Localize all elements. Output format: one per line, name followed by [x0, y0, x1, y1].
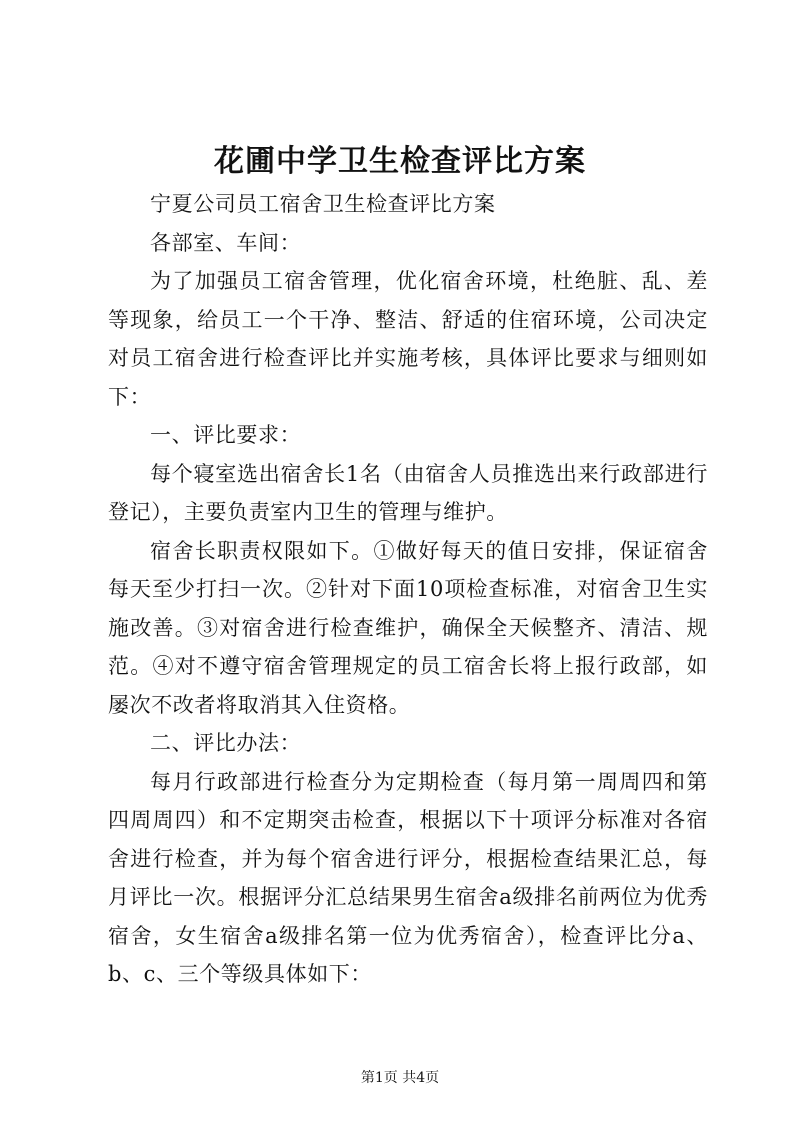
- paragraph-intro: 为了加强员工宿舍管理，优化宿舍环境，杜绝脏、乱、差等现象，给员工一个干净、整洁、舒适的住宿环境，公司决定对员工宿舍进行检查评比并实施考核，具体评比要求与细则如下：: [108, 269, 708, 409]
- paragraph-dorm-leader: 每个寝室选出宿舍长1名（由宿舍人员推选出来行政部进行登记），主要负责室内卫生的管理与维护。: [108, 461, 708, 524]
- paragraph-subtitle: 宁夏公司员工宿舍卫生检查评比方案: [150, 192, 496, 216]
- section-heading-requirements: 一、评比要求：: [150, 423, 302, 447]
- section-heading-methods: 二、评比办法：: [150, 731, 302, 755]
- document-body: [108, 185, 708, 994]
- page-footer: [0, 1068, 800, 1088]
- paragraph-salutation: 各部室、车间：: [150, 230, 302, 255]
- paragraph-leader-duties: 宿舍长职责权限如下。①做好每天的值日安排，保证宿舍每天至少打扫一次。②针对下面10项检查标准，对宿舍卫生实施改善。③对宿舍进行检查维护，确保全天候整齐、清洁、规范。④对不遵守宿舍管理规定的员工宿舍长将上报行政部，如屡次不改者将取消其入住资格。: [108, 538, 708, 717]
- paragraph-inspection-method: 每月行政部进行检查分为定期检查（每月第一周周四和第四周周四）和不定期突击检查，根据以下十项评分标准对各宿舍进行检查，并为每个宿舍进行评分，根据检查结果汇总，每月评比一次。根据评分汇总结果男生宿舍a级排名前两位为优秀宿舍，女生宿舍a级排名第一位为优秀宿舍），检查评比分a、b、c、三个等级具体如下：: [108, 769, 708, 986]
- page-number-label: 第1页 共4页: [360, 1070, 440, 1086]
- document-title: 花圃中学卫生检查评比方案: [214, 144, 586, 179]
